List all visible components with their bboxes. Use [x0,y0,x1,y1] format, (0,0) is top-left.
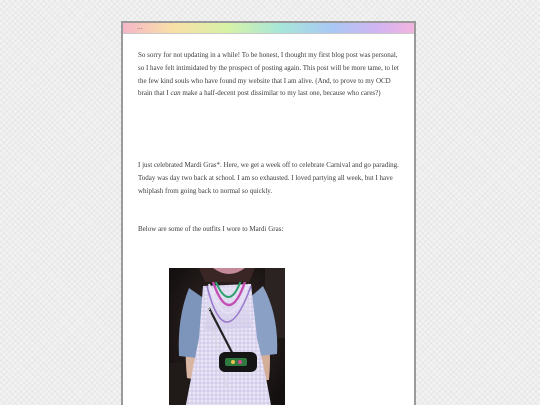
outfits-intro-paragraph: Below are some of the outfits I wore to Mardi Gras: [138,225,284,233]
intro-text-end: make a half-decent post dissimilar to my last one, because who cares?) [180,89,381,98]
rainbow-title-bar [123,23,414,34]
intro-paragraph [138,49,402,100]
intro-emphasis: can [170,89,181,98]
blog-window [121,21,416,405]
outfit-photo-image [169,268,285,405]
outfit-photo [169,268,285,405]
window-title: ... [137,24,143,31]
intro-text-start: So sorry for not updating in a while! To be honest, I thought my first blog post was personal, so I have felt intimidated by the prospect of posting again. This post will be more tame, to let the few kind souls who have found my website that I am alive. (And, to prove to my OCD brain that I [138,51,399,98]
mardi-gras-paragraph: I just celebrated Mardi Gras*. Here, we get a week off to celebrate Carnival and go parading. Today was day two back at school. I am so exhausted. I loved partying all week, but I have whiplash from going back to normal so quickly. [138,161,399,195]
